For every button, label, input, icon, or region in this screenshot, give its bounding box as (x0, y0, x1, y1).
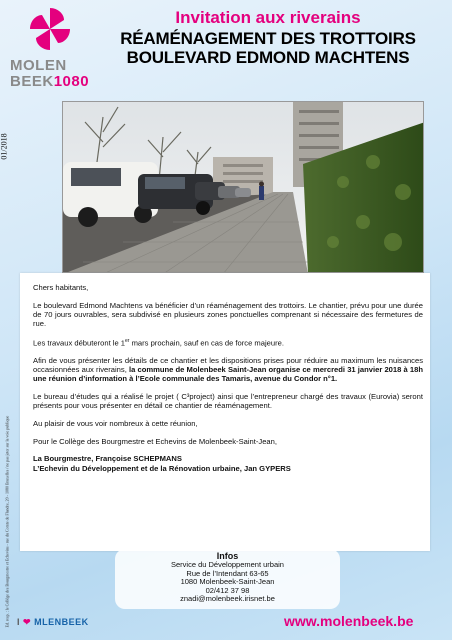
logo-line-1: MOLEN (10, 57, 67, 74)
i-love-molenbeek-logo (17, 617, 89, 628)
paragraph-1: Le boulevard Edmond Machtens va bénéficier d’un réaménagement des trottoirs. Le chantier, prévu pour une durée de 70 jours ouvrables, sera subdivisé en plusieurs zones ponctuelles comprenant si nécessaire des fermetures de rue. (33, 300, 423, 329)
street-scene-image (63, 102, 424, 273)
infos-email[interactable]: znadi@molenbeek.irisnet.be (180, 594, 275, 604)
side-date (0, 128, 17, 168)
molenbeek-logo (10, 6, 90, 90)
infos-box (115, 549, 340, 609)
side-date-text: 01/2018 (0, 133, 9, 160)
logo-line-2a: BEEK (10, 73, 54, 90)
paragraph-2-a: Les travaux débuteront le 1 (33, 338, 126, 348)
paragraph-3-b: la commune de Molenbeek Saint-Jean organise ce mercredi 31 janvier 2018 à 18h une réunion d’information à l’Ecole communale des Tamaris, avenue du Condor n°1. (33, 365, 423, 384)
logo-line-2b: 1080 (53, 73, 90, 90)
infos-phone: 02/412 37 98 (205, 585, 250, 595)
logo-wordmark (10, 58, 90, 90)
headline-line-2: BOULEVARD EDMOND MACHTENS (126, 48, 410, 67)
pinwheel-icon (28, 6, 72, 52)
paragraph-2-sup: er (125, 337, 130, 344)
signature-2: L’Echevin du Développement et de la Rénovation urbaine, Jan GYPERS (33, 463, 291, 473)
paragraph-2-b: mars prochain, sauf en cas de force majeure. (129, 338, 284, 348)
infos-line: Rue de l’Intendant 63-65 (186, 568, 269, 578)
website-link[interactable]: www.molenbeek.be (284, 613, 414, 629)
infos-title: Infos (216, 551, 239, 561)
paragraph-6: Pour le Collège des Bourgmestre et Echevins de Molenbeek-Saint-Jean, (33, 436, 277, 446)
paragraph-3 (33, 356, 423, 384)
infos-line: 1080 Molenbeek-Saint-Jean (180, 577, 275, 587)
paragraph-2 (33, 337, 423, 348)
paragraph-4: Le bureau d’études qui a réalisé le projet ( C³project) ainsi que l’entrepreneur chargé des travaux (Eurovia) seront présents pour vous présenter en détail ce chantier de réaménagement. (33, 392, 423, 411)
brand-rest: LENBEEK (42, 617, 89, 627)
brand-m: M (34, 617, 43, 627)
infos-line: Service du Développement urbain (171, 560, 284, 569)
header (90, 8, 446, 66)
signatures (33, 454, 423, 472)
greeting: Chers habitants, (33, 283, 89, 292)
side-legal (3, 330, 13, 630)
invite-title: Invitation aux riverains (175, 8, 361, 27)
letter-body (33, 283, 423, 473)
paragraph-3-a: Afin de vous présenter les détails de ce chantier et les dispositions prises pour réduire au maximum les nuisances occasionnées aux riverains, (33, 356, 423, 375)
signature-1: La Bourgmestre, Françoise SCHEPMANS (33, 454, 182, 464)
street-photo (62, 101, 424, 273)
heart-icon: ❤ (23, 617, 32, 627)
brand-i: I (17, 617, 21, 627)
side-legal-text: Ed. resp. : le Collège des Bourgmestre et Echevins - rue du Comte de Flandre, 20 - 1080 Bruxelles / ne pas jeter sur la voie publique (4, 415, 10, 628)
headline-line-1: RÉAMÉNAGEMENT DES TROTTOIRS (120, 29, 416, 48)
paragraph-5: Au plaisir de vous voir nombreux à cette réunion, (33, 419, 198, 429)
